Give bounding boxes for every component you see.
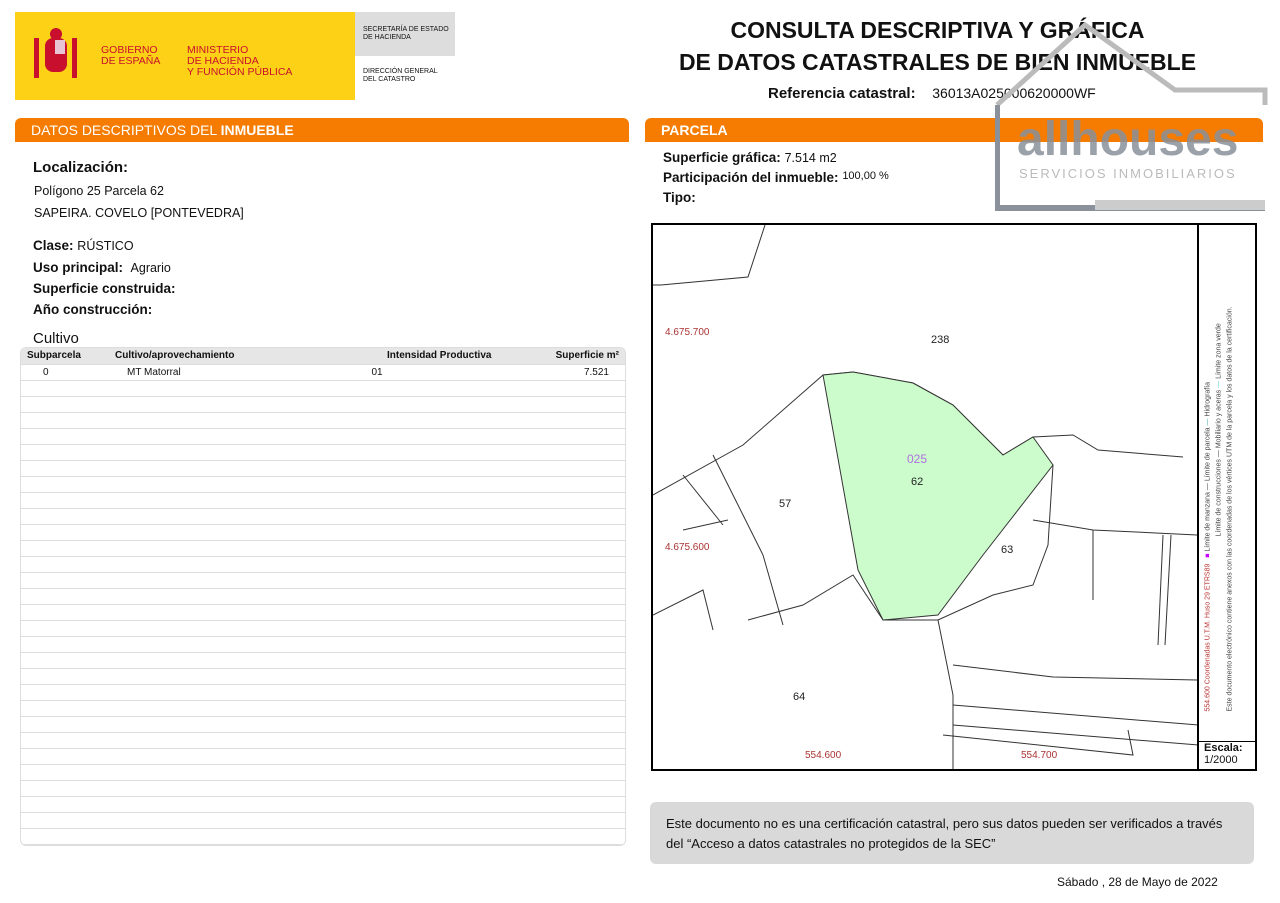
cell <box>497 652 625 668</box>
cell <box>331 636 497 652</box>
cell <box>21 524 109 540</box>
cell <box>497 716 625 732</box>
table-row-empty <box>21 812 625 828</box>
cell <box>331 540 497 556</box>
cell <box>497 668 625 684</box>
superficie-grafica-field: Superficie gráfica: 7.514 m2 <box>663 150 837 165</box>
table-row-empty <box>21 524 625 540</box>
cell <box>331 732 497 748</box>
watermark-tagline: SERVICIOS INMOBILIARIOS <box>1019 166 1237 181</box>
parcel-label: 238 <box>931 334 950 346</box>
cell <box>331 380 497 396</box>
cell <box>331 572 497 588</box>
cell <box>331 828 497 844</box>
cell <box>331 588 497 604</box>
cell <box>497 684 625 700</box>
cell <box>331 476 497 492</box>
disclaimer-note: Este documento no es una certificación catastral, pero sus datos pueden ser verificados a través del “Acceso a datos catastrales no protegidos de la SEC” <box>650 802 1254 864</box>
coord-label: 4.675.700 <box>665 327 710 338</box>
cell <box>109 588 331 604</box>
cell <box>21 828 109 844</box>
cell <box>21 668 109 684</box>
cell <box>331 700 497 716</box>
cell <box>109 828 331 844</box>
cell <box>331 748 497 764</box>
cell <box>21 412 109 428</box>
table-row <box>21 364 625 380</box>
cell <box>331 780 497 796</box>
cell <box>109 508 331 524</box>
cultivo-label: Cultivo <box>33 330 79 347</box>
table-row-empty <box>21 684 625 700</box>
cell <box>497 620 625 636</box>
cell <box>331 524 497 540</box>
cell <box>21 508 109 524</box>
cell: 01 <box>331 364 497 380</box>
cell <box>21 636 109 652</box>
cell <box>109 636 331 652</box>
table-row-empty <box>21 428 625 444</box>
cell <box>331 812 497 828</box>
cell <box>21 716 109 732</box>
cell <box>331 396 497 412</box>
table-header <box>21 348 625 364</box>
superficie-construida-label: Superficie construida: <box>33 281 176 296</box>
cell <box>497 556 625 572</box>
cell <box>497 812 625 828</box>
cell <box>21 620 109 636</box>
gov-name: GOBIERNO DE ESPAÑA <box>101 44 161 67</box>
cell <box>109 476 331 492</box>
cell <box>109 428 331 444</box>
table-row-empty <box>21 796 625 812</box>
map-legend <box>1198 223 1257 771</box>
cell <box>331 620 497 636</box>
cell <box>331 556 497 572</box>
participacion-field: Participación del inmueble: $^{100,00 \%}$ <box>663 170 889 185</box>
coord-label: 4.675.600 <box>665 542 710 553</box>
cell <box>21 396 109 412</box>
cell <box>497 444 625 460</box>
watermark <box>995 110 1265 210</box>
cell <box>497 828 625 844</box>
cell <box>331 668 497 684</box>
clase-field: Clase: RÚSTICO <box>33 238 134 253</box>
col-superficie: Superficie m² <box>497 348 625 364</box>
col-subparcela: Subparcela <box>21 348 109 364</box>
cell <box>21 380 109 396</box>
cell <box>497 748 625 764</box>
cell <box>109 796 331 812</box>
cell <box>497 524 625 540</box>
uso-field: Uso principal: Agrario <box>33 260 171 275</box>
cell <box>331 716 497 732</box>
cell <box>109 556 331 572</box>
cell: 0 <box>21 364 109 380</box>
table-row-empty <box>21 460 625 476</box>
cell <box>331 428 497 444</box>
cell <box>497 764 625 780</box>
table-row-empty <box>21 780 625 796</box>
cell <box>497 540 625 556</box>
cell <box>497 396 625 412</box>
cell <box>109 620 331 636</box>
parcel-label: 57 <box>779 498 792 510</box>
cell <box>497 700 625 716</box>
parcel-label: 64 <box>793 691 806 703</box>
cell <box>497 428 625 444</box>
cell <box>21 732 109 748</box>
col-intensidad: Intensidad Productiva <box>331 348 497 364</box>
cadastral-map <box>651 223 1199 771</box>
cell <box>109 492 331 508</box>
cultivo-table <box>20 347 626 846</box>
cell <box>109 652 331 668</box>
section-header-inmueble: DATOS DESCRIPTIVOS DEL INMUEBLE <box>15 118 629 142</box>
document-date: Sábado , 28 de Mayo de 2022 <box>1057 875 1218 889</box>
table-row-empty <box>21 508 625 524</box>
cell <box>109 716 331 732</box>
direccion: DIRECCIÓN GENERAL DEL CATASTRO <box>363 68 438 83</box>
cell <box>21 428 109 444</box>
tipo-label: Tipo: <box>663 190 696 205</box>
cell <box>109 396 331 412</box>
cell <box>109 700 331 716</box>
localizacion-label: Localización: <box>33 159 129 176</box>
legend-text: 554.600 Coordenadas U.T.M. Huso 29 ETRS89 ■ Límite de manzana — Límite de parcela — Hidrografía Límite de construcciones — Mobiliario y aceras — Límite zona verde Este documento electrónico contiene anexos con las coordenadas de los vértices UTM de la parcela y los datos de la certificación. <box>1204 306 1234 712</box>
table-row-empty <box>21 620 625 636</box>
cell <box>109 572 331 588</box>
ref-catastral: Referencia catastral: 36013A025000620000WF <box>768 85 1096 102</box>
cell <box>497 412 625 428</box>
watermark-brand: allhouses <box>1017 113 1239 166</box>
cell <box>331 492 497 508</box>
coord-label: 554.700 <box>1021 750 1058 761</box>
gobierno-logo <box>15 12 355 100</box>
cell <box>21 476 109 492</box>
cell <box>497 636 625 652</box>
map-drawing <box>653 225 1197 769</box>
cell <box>21 572 109 588</box>
cell <box>497 508 625 524</box>
cell <box>497 796 625 812</box>
cell <box>331 460 497 476</box>
cell <box>21 460 109 476</box>
cell <box>109 764 331 780</box>
table-row-empty <box>21 476 625 492</box>
coat-of-arms-icon <box>31 26 79 86</box>
cell <box>331 444 497 460</box>
cell <box>331 508 497 524</box>
cell <box>109 780 331 796</box>
table-row-empty <box>21 412 625 428</box>
cell <box>109 668 331 684</box>
table-row-empty <box>21 396 625 412</box>
table-row-empty <box>21 716 625 732</box>
cell <box>109 460 331 476</box>
cell <box>21 604 109 620</box>
cell <box>497 380 625 396</box>
cell <box>109 748 331 764</box>
cell <box>21 748 109 764</box>
coord-label: 554.600 <box>805 750 842 761</box>
cell <box>21 796 109 812</box>
table-row-empty <box>21 556 625 572</box>
table-row-empty <box>21 604 625 620</box>
cell <box>497 460 625 476</box>
table-row-empty <box>21 652 625 668</box>
cell: 7.521 <box>497 364 625 380</box>
cell <box>497 780 625 796</box>
table-row-empty <box>21 828 625 844</box>
cell <box>21 764 109 780</box>
cell <box>331 764 497 780</box>
cell <box>331 412 497 428</box>
section-header-parcela: PARCELA <box>645 118 1263 142</box>
table-row-empty <box>21 748 625 764</box>
cell <box>21 540 109 556</box>
cell <box>21 492 109 508</box>
cell <box>497 588 625 604</box>
cell <box>497 572 625 588</box>
cell <box>109 812 331 828</box>
address-line: Polígono 25 Parcela 62 <box>34 184 164 198</box>
table-row-empty <box>21 588 625 604</box>
col-cultivo: Cultivo/aprovechamiento <box>109 348 331 364</box>
table-row-empty <box>21 668 625 684</box>
cell <box>109 732 331 748</box>
cell <box>109 444 331 460</box>
secretaria: SECRETARÍA DE ESTADO DE HACIENDA <box>355 12 455 56</box>
cell <box>331 652 497 668</box>
table-row-empty <box>21 540 625 556</box>
ministry-name: MINISTERIO DE HACIENDA Y FUNCIÓN PÚBLICA <box>187 44 293 78</box>
polygon-label: 025 <box>907 452 928 466</box>
cell <box>109 684 331 700</box>
address-line: SAPEIRA. COVELO [PONTEVEDRA] <box>34 206 244 220</box>
cell <box>109 604 331 620</box>
scale-box: Escala: 1/2000 <box>1199 741 1256 769</box>
cell <box>497 492 625 508</box>
page-title: CONSULTA DESCRIPTIVA Y GRÁFICA DE DATOS CATASTRALES DE BIEN INMUEBLE <box>678 17 1197 75</box>
cell <box>21 684 109 700</box>
cell: MT Matorral <box>109 364 331 380</box>
cell <box>21 780 109 796</box>
cell <box>21 700 109 716</box>
table-row-empty <box>21 636 625 652</box>
cell <box>21 652 109 668</box>
table-row-empty <box>21 380 625 396</box>
cell <box>331 604 497 620</box>
parcel-label: 63 <box>1001 544 1014 556</box>
table-row-empty <box>21 572 625 588</box>
table-row-empty <box>21 700 625 716</box>
table-row-empty <box>21 732 625 748</box>
cell <box>109 524 331 540</box>
cell <box>331 684 497 700</box>
cell <box>21 812 109 828</box>
cell <box>109 380 331 396</box>
anio-label: Año construcción: <box>33 302 153 317</box>
cell <box>497 476 625 492</box>
cell <box>497 732 625 748</box>
cell <box>21 588 109 604</box>
cell <box>331 796 497 812</box>
table-row-empty <box>21 492 625 508</box>
table-row-empty <box>21 444 625 460</box>
table-row-empty <box>21 764 625 780</box>
cell <box>497 604 625 620</box>
cell <box>109 540 331 556</box>
cell <box>21 556 109 572</box>
parcel-label: 62 <box>911 476 924 488</box>
cell <box>21 444 109 460</box>
cell <box>109 412 331 428</box>
